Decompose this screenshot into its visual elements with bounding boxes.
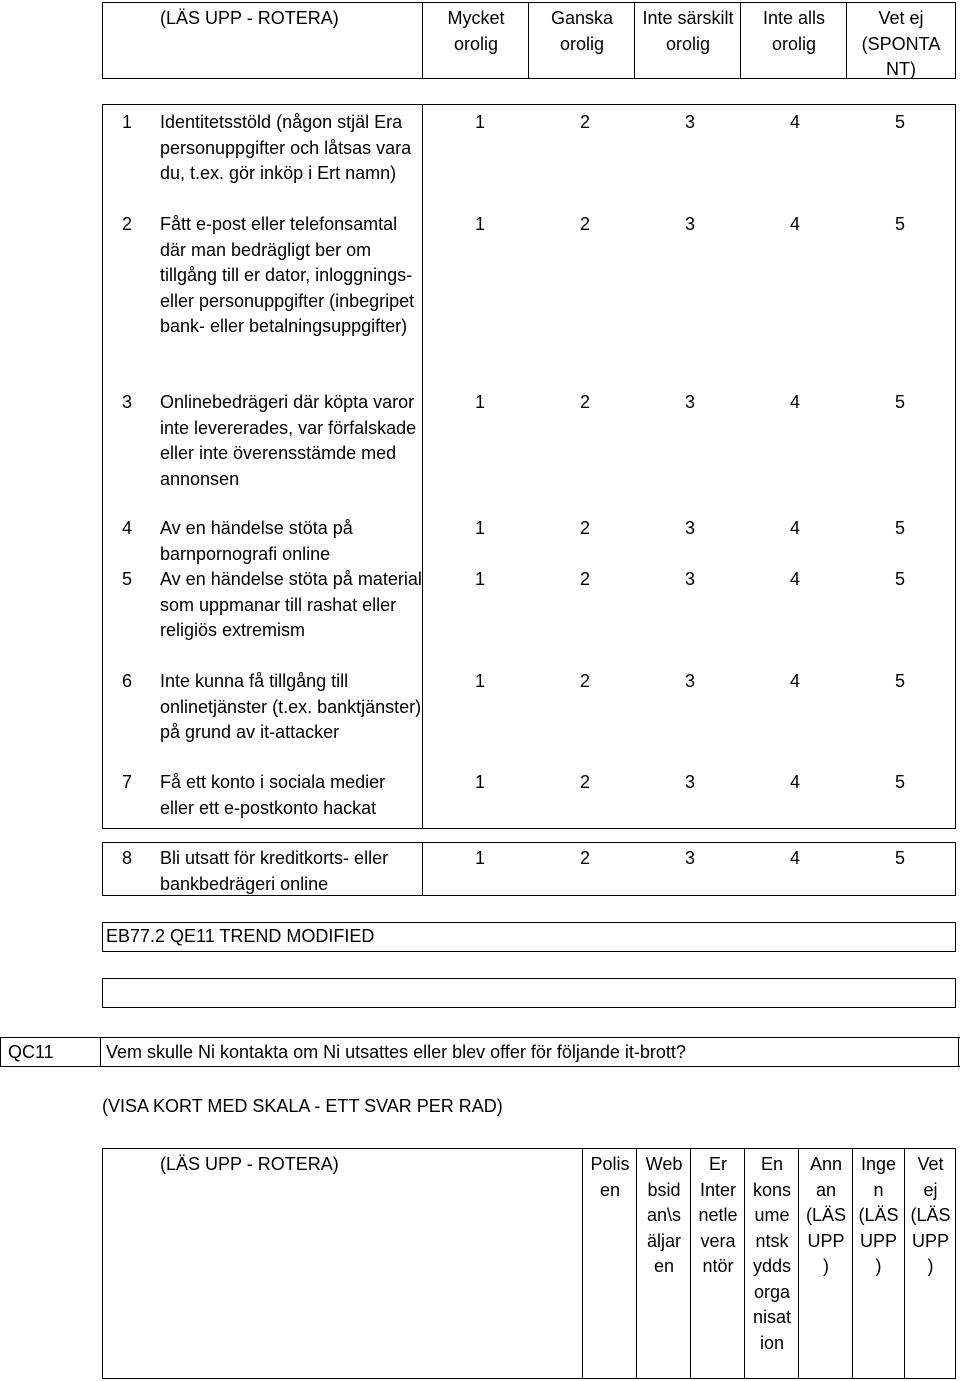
column-header-not-very-worried: Inte särskilt orolig: [642, 8, 734, 54]
column-header-other: Ann an (LÄS UPP ): [805, 1154, 847, 1276]
column-header-very-worried: Mycket orolig: [447, 8, 505, 54]
answer-scale[interactable]: 1 2 3 4 5: [474, 112, 905, 132]
column-header-police: Polis en: [590, 1154, 630, 1200]
answer-scale[interactable]: 1 2 3 4 5: [474, 772, 905, 792]
column-header-none: Inge n (LÄS UPP ): [858, 1154, 899, 1276]
question-code: QC11: [8, 1042, 54, 1062]
column-header-dont-know: Vet ej (SPONTA NT): [861, 8, 941, 79]
table-instruction: (LÄS UPP - ROTERA): [160, 1154, 339, 1174]
table-instruction: (LÄS UPP - ROTERA): [160, 8, 339, 28]
column-header-internet-provider: Er Inter netle vera ntör: [698, 1154, 738, 1276]
show-card-instruction: (VISA KORT MED SKALA - ETT SVAR PER RAD): [102, 1096, 503, 1116]
column-header-fairly-worried: Ganska orolig: [550, 8, 614, 54]
column-header-not-at-all-worried: Inte alls orolig: [762, 8, 826, 54]
answer-scale[interactable]: 1 2 3 4 5: [474, 392, 905, 412]
column-header-dont-know: Vet ej (LÄS UPP ): [910, 1154, 951, 1276]
answer-scale[interactable]: 1 2 3 4 5: [474, 214, 905, 234]
answer-scale[interactable]: 1 2 3 4 5: [474, 569, 905, 589]
answer-scale[interactable]: 1 2 3 4 5: [474, 518, 905, 538]
column-header-website-seller: Web bsid an\s äljar en: [645, 1154, 683, 1276]
question-text: Vem skulle Ni kontakta om Ni utsattes eller blev offer för följande it-brott?: [106, 1042, 686, 1062]
trend-label: EB77.2 QE11 TREND MODIFIED: [106, 926, 375, 946]
column-header-consumer-org: En kons ume ntsk ydds orga nisat ion: [752, 1154, 792, 1353]
answer-scale[interactable]: 1 2 3 4 5: [474, 848, 905, 868]
answer-scale[interactable]: 1 2 3 4 5: [474, 671, 905, 691]
